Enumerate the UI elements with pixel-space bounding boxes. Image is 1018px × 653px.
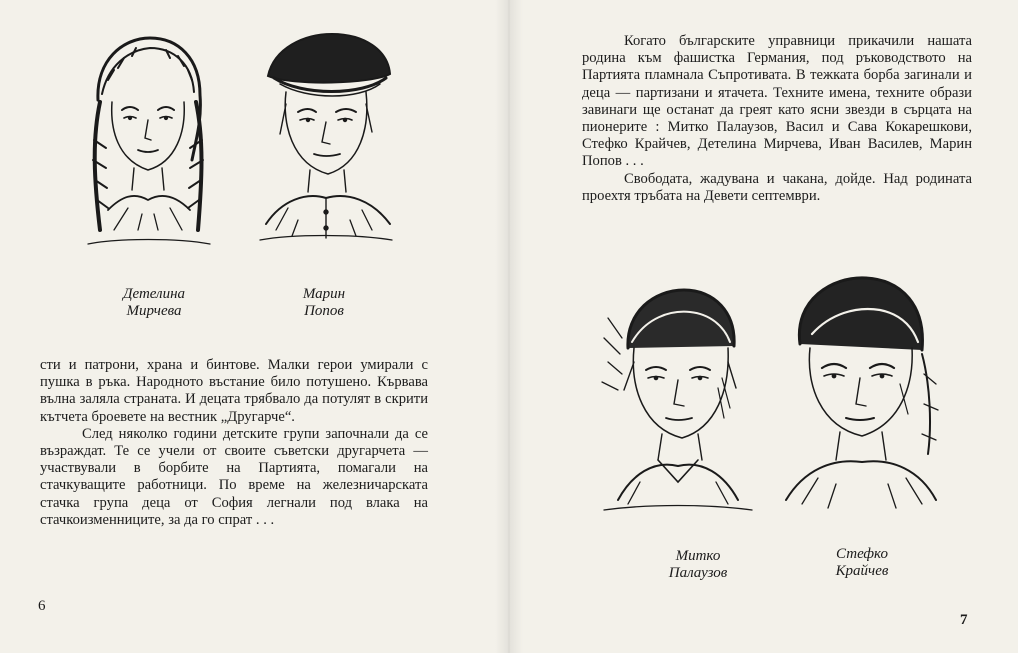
paragraph: сти и патрони, храна и бинтове. Малки герои умирали с пушка в ръка. Народното въстание било потушено. Кървава вълна заляла страната. И децата трябвало да потулят в скрити кътчета броевете на вестник „Другарче“. (40, 357, 428, 425)
caption-line: Попов (304, 303, 344, 319)
caption-line: Стефко (836, 546, 888, 562)
caption-mitko-palauzov (628, 548, 768, 582)
paragraph: След няколко години детските групи започнали да се възраждат. Те се учели от своите съветски другарчета — участвували в борбите на Партията, помагали на стачкуващите работници. По време на железничарската стачка група деца от София легнали под влака на стачкоизменниците, за да го спрат . . . (40, 425, 428, 528)
portrait-marin-popov (252, 24, 397, 246)
page-number-right: 7 (960, 612, 968, 628)
right-page (510, 0, 1018, 653)
caption-line: Мирчева (126, 303, 182, 319)
paragraph: Свободата, жадувана и чакана, дойде. Над родината проехтя тръбата на Девети септември. (582, 170, 972, 204)
left-page (0, 0, 505, 653)
caption-line: Палаузов (668, 565, 728, 581)
paragraph: Когато българските управници прикачили нашата родина към фашистка Германия, под ръководството на Партията пламнала Съпротивата. В тежката борба загинали и деца — партизани и ятачета. Техните имена, техните образи завинаги ще останат да греят като ясни звезди в сърцата на пионерите : Митко Палаузов, Васил и Сава Кокарешкови, Стефко Крайчев, Детелина Мирчева, Иван Василев, Марин Попов . . . (582, 33, 972, 170)
portrait-stefko-kraychev (772, 264, 942, 514)
right-body-text (582, 33, 972, 205)
portrait-detelina-mircheva (78, 30, 218, 252)
caption-line: Марин (302, 286, 346, 302)
left-body-text (40, 357, 428, 529)
page-number-left: 6 (38, 598, 46, 614)
caption-line: Митко (675, 548, 721, 564)
caption-marin-popov (254, 286, 394, 320)
caption-line: Детелина (122, 286, 186, 302)
portrait-mitko-palauzov (598, 278, 758, 518)
caption-stefko-kraychev (792, 546, 932, 580)
caption-line: Крайчев (835, 563, 889, 579)
caption-detelina-mircheva (84, 286, 224, 320)
